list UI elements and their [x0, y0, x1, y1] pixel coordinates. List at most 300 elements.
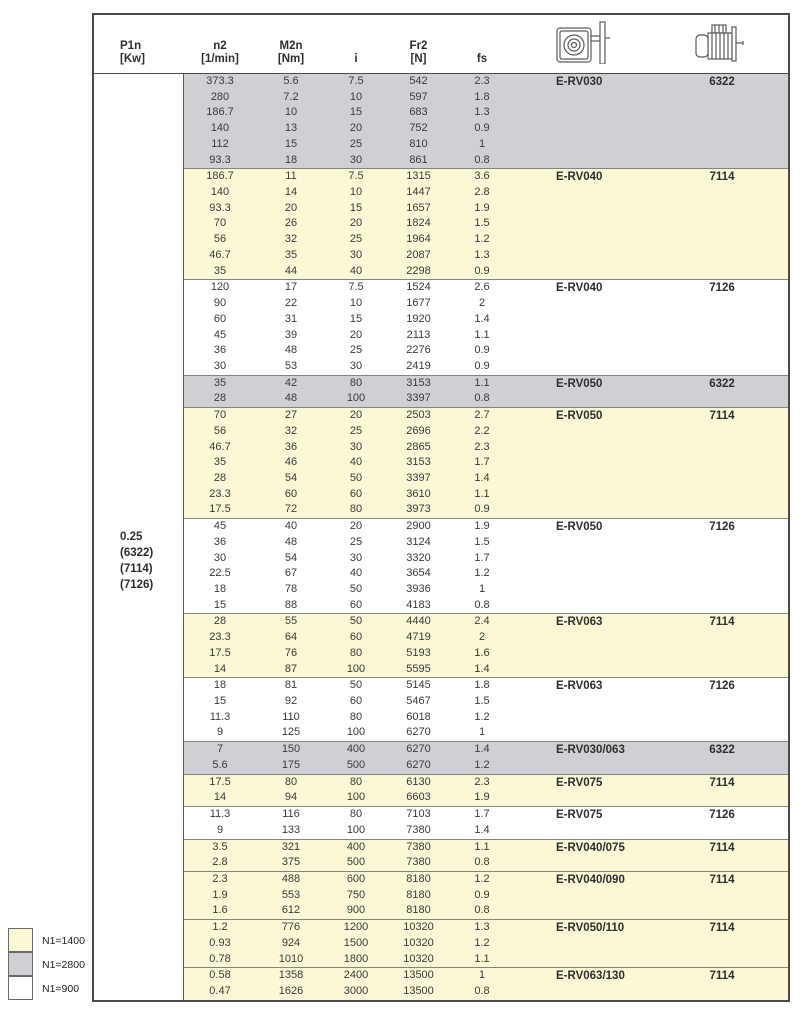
cell-fr2: 7380 — [406, 840, 431, 853]
table-row — [184, 502, 788, 518]
cell-fr2: 3153 — [406, 456, 431, 469]
table-row — [184, 936, 788, 952]
cell-i: 600 — [346, 872, 366, 885]
worm-gearbox-icon — [513, 15, 654, 73]
spec-group — [184, 279, 788, 374]
cell-fr2: 2276 — [406, 344, 431, 357]
cell-fs: 0.9 — [474, 344, 490, 357]
motor-size-label: 7126 — [709, 680, 735, 693]
gearbox-model-label: E-RV040/090 — [556, 873, 625, 886]
cell-fr2: 7380 — [406, 823, 431, 836]
cell-i: 20 — [349, 122, 363, 135]
motor-size-label: 7114 — [709, 873, 735, 886]
cell-m2n: 72 — [284, 503, 298, 516]
cell-fs: 1.6 — [474, 646, 490, 659]
cell-fs: 1.2 — [474, 567, 490, 580]
cell-fs: 1.7 — [474, 808, 490, 821]
cell-fs: 2.2 — [474, 424, 490, 437]
cell-i: 50 — [349, 471, 363, 484]
table-row — [184, 487, 788, 503]
cell-fs: 2.3 — [474, 775, 490, 788]
cell-fr2: 8180 — [406, 904, 431, 917]
table-row — [184, 185, 788, 201]
header-n2: n2 [1/min] — [201, 40, 239, 65]
table-row — [184, 630, 788, 646]
spec-table — [92, 13, 790, 1002]
cell-n2: 30 — [213, 359, 227, 372]
spec-group — [184, 774, 788, 806]
motor-size-label: 7114 — [709, 776, 735, 789]
cell-fr2: 10320 — [403, 952, 434, 965]
cell-fr2: 597 — [409, 90, 428, 103]
cell-fr2: 6603 — [406, 791, 431, 804]
table-row — [184, 566, 788, 582]
cell-i: 80 — [349, 376, 363, 389]
cell-m2n: 375 — [281, 856, 301, 869]
cell-n2: 35 — [213, 456, 227, 469]
cell-i: 30 — [349, 153, 363, 166]
cell-i: 100 — [346, 662, 366, 675]
cell-fr2: 5145 — [406, 679, 431, 692]
cell-fs: 1.5 — [474, 217, 490, 230]
cell-m2n: 15 — [284, 137, 298, 150]
cell-fs: 1 — [478, 726, 486, 739]
cell-fs: 1.2 — [474, 872, 490, 885]
cell-i: 15 — [349, 312, 363, 325]
table-row — [184, 232, 788, 248]
cell-m2n: 7.2 — [283, 90, 299, 103]
cell-m2n: 32 — [284, 233, 298, 246]
cell-fr2: 542 — [409, 75, 428, 87]
cell-m2n: 80 — [284, 775, 298, 788]
cell-fs: 2 — [478, 297, 486, 310]
cell-m2n: 48 — [284, 344, 298, 357]
cell-fr2: 1824 — [406, 217, 431, 230]
cell-m2n: 612 — [281, 904, 301, 917]
cell-fs: 0.8 — [474, 904, 490, 917]
cell-i: 7.5 — [348, 281, 364, 294]
cell-m2n: 26 — [284, 217, 298, 230]
cell-fr2: 4183 — [406, 598, 431, 611]
table-row — [184, 952, 788, 968]
cell-n2: 70 — [213, 217, 227, 230]
cell-fs: 2 — [478, 631, 486, 644]
cell-fs: 1.2 — [474, 758, 490, 771]
table-row — [184, 855, 788, 871]
table-row — [184, 296, 788, 312]
cell-i: 80 — [349, 710, 363, 723]
cell-fs: 1.1 — [474, 952, 490, 965]
gearbox-model-label: E-RV040 — [556, 282, 603, 295]
cell-fs: 0.9 — [474, 122, 490, 135]
gearbox-model-label: E-RV040/075 — [556, 841, 625, 854]
cell-m2n: 36 — [284, 440, 298, 453]
cell-m2n: 92 — [284, 695, 298, 708]
table-row — [184, 694, 788, 710]
cell-n2: 1.2 — [212, 921, 228, 934]
cell-fr2: 1447 — [406, 186, 431, 199]
cell-fs: 0.9 — [474, 359, 490, 372]
cell-n2: 186.7 — [206, 106, 234, 119]
cell-i: 80 — [349, 808, 363, 821]
cell-n2: 15 — [213, 598, 227, 611]
cell-i: 60 — [349, 598, 363, 611]
motor-size-label: 7114 — [709, 410, 735, 423]
legend-swatch-n1-1400 — [8, 928, 33, 952]
spec-group — [184, 74, 788, 168]
table-row — [184, 535, 788, 551]
cell-n2: 36 — [213, 344, 227, 357]
cell-i: 400 — [346, 743, 366, 756]
cell-fs: 0.8 — [474, 153, 490, 166]
spec-group — [184, 967, 788, 999]
cell-m2n: 776 — [281, 921, 301, 934]
cell-n2: 140 — [210, 186, 230, 199]
cell-m2n: 553 — [281, 888, 301, 901]
cell-fr2: 6270 — [406, 743, 431, 756]
cell-i: 20 — [349, 217, 363, 230]
spec-group — [184, 741, 788, 773]
cell-n2: 45 — [213, 520, 227, 533]
cell-fr2: 2298 — [406, 264, 431, 277]
cell-n2: 11.3 — [209, 710, 231, 723]
motor-size-label: 7126 — [709, 809, 735, 822]
cell-fs: 1.1 — [474, 487, 490, 500]
table-row — [184, 424, 788, 440]
legend-swatch-n1-2800 — [8, 952, 33, 976]
table-row — [184, 598, 788, 614]
spec-group — [184, 518, 788, 613]
cell-fs: 0.9 — [474, 503, 490, 516]
p1n-motor-ref: (7114) — [120, 563, 153, 575]
table-groups — [184, 74, 788, 1000]
cell-fs: 1.9 — [474, 791, 490, 804]
cell-i: 10 — [349, 186, 363, 199]
electric-motor-icon — [654, 15, 788, 73]
cell-m2n: 11 — [285, 170, 297, 183]
motor-size-label: 6322 — [709, 76, 735, 88]
cell-fs: 1.7 — [474, 456, 490, 469]
cell-fs: 0.8 — [474, 984, 490, 997]
cell-fs: 1 — [478, 137, 486, 150]
cell-i: 2400 — [343, 969, 369, 982]
cell-m2n: 175 — [281, 758, 301, 771]
cell-fs: 1.7 — [474, 551, 490, 564]
motor-size-label: 7114 — [709, 970, 735, 983]
cell-n2: 35 — [213, 376, 227, 389]
table-row — [184, 137, 788, 153]
cell-fr2: 810 — [409, 137, 428, 150]
motor-size-label: 7114 — [709, 841, 735, 854]
table-header — [94, 15, 788, 74]
cell-fr2: 7103 — [406, 808, 431, 821]
cell-fs: 1.1 — [474, 376, 490, 389]
cell-m2n: 150 — [281, 743, 301, 756]
cell-n2: 45 — [213, 328, 227, 341]
cell-fs: 1 — [478, 969, 486, 982]
cell-n2: 7 — [216, 743, 224, 756]
cell-i: 10 — [349, 90, 363, 103]
cell-n2: 22.5 — [209, 567, 231, 580]
gearbox-model-label: E-RV050/110 — [556, 922, 625, 935]
cell-m2n: 48 — [284, 535, 298, 548]
cell-m2n: 81 — [284, 679, 298, 692]
cell-i: 80 — [349, 646, 363, 659]
cell-fs: 1.3 — [474, 106, 490, 119]
cell-fs: 1.1 — [474, 840, 490, 853]
cell-n2: 186.7 — [206, 170, 234, 183]
cell-n2: 30 — [213, 551, 227, 564]
cell-fr2: 861 — [409, 153, 428, 166]
cell-n2: 46.7 — [209, 440, 231, 453]
cell-i: 25 — [349, 137, 363, 150]
cell-fs: 0.8 — [474, 598, 490, 611]
gearbox-model-label: E-RV050 — [556, 521, 603, 534]
cell-fs: 1.2 — [474, 710, 490, 723]
gearbox-model-label: E-RV075 — [556, 776, 603, 789]
cell-fs: 0.8 — [474, 856, 490, 869]
table-row — [184, 790, 788, 806]
gearbox-model-label: E-RV075 — [556, 809, 603, 822]
cell-n2: 0.58 — [209, 969, 231, 982]
cell-fr2: 1524 — [406, 281, 431, 294]
cell-fs: 1.1 — [474, 328, 490, 341]
cell-fs: 1.9 — [474, 201, 490, 214]
table-row — [184, 662, 788, 678]
cell-fr2: 2113 — [406, 328, 431, 341]
cell-fr2: 1315 — [406, 170, 431, 183]
cell-i: 50 — [349, 615, 363, 628]
table-row — [184, 646, 788, 662]
cell-fr2: 5467 — [406, 695, 431, 708]
cell-fr2: 8180 — [406, 888, 431, 901]
cell-m2n: 60 — [284, 487, 298, 500]
cell-n2: 17.5 — [209, 503, 231, 516]
cell-i: 80 — [349, 775, 363, 788]
cell-fs: 1.9 — [474, 520, 490, 533]
cell-n2: 56 — [213, 233, 227, 246]
cell-n2: 11.3 — [209, 808, 231, 821]
cell-fr2: 2087 — [406, 248, 431, 261]
cell-i: 30 — [349, 551, 363, 564]
cell-m2n: 22 — [284, 297, 298, 310]
cell-i: 1200 — [343, 921, 369, 934]
cell-m2n: 488 — [281, 872, 301, 885]
gearbox-model-label: E-RV063/130 — [556, 970, 625, 983]
p1n-power: 0.25 — [120, 531, 143, 543]
spec-group — [184, 839, 788, 871]
table-row — [184, 153, 788, 169]
gearbox-model-label: E-RV050 — [556, 377, 603, 390]
cell-m2n: 64 — [284, 631, 298, 644]
cell-fr2: 3654 — [406, 567, 431, 580]
cell-fs: 0.8 — [474, 392, 490, 405]
cell-fs: 1.8 — [474, 679, 490, 692]
cell-n2: 14 — [213, 791, 227, 804]
cell-i: 60 — [349, 487, 363, 500]
cell-n2: 28 — [213, 615, 227, 628]
cell-fs: 2.8 — [474, 186, 490, 199]
cell-i: 25 — [349, 535, 363, 548]
motor-size-label: 6322 — [709, 744, 735, 757]
cell-m2n: 48 — [284, 392, 298, 405]
cell-fr2: 1677 — [406, 297, 431, 310]
table-row — [184, 359, 788, 375]
gearbox-model-label: E-RV063 — [556, 616, 603, 629]
cell-fr2: 13500 — [403, 969, 434, 982]
cell-fs: 1.4 — [474, 312, 490, 325]
cell-n2: 18 — [213, 583, 227, 595]
cell-fs: 0.9 — [474, 888, 490, 901]
cell-m2n: 78 — [284, 583, 298, 595]
cell-n2: 93.3 — [209, 153, 231, 166]
cell-fs: 1.3 — [474, 921, 490, 934]
cell-fr2: 13500 — [403, 984, 434, 997]
legend-label: N1=900 — [42, 983, 80, 995]
cell-fr2: 683 — [409, 106, 428, 119]
cell-n2: 35 — [213, 264, 227, 277]
gearbox-model-label: E-RV040 — [556, 171, 603, 184]
spec-group — [184, 407, 788, 518]
cell-n2: 373.3 — [206, 75, 234, 87]
cell-fr2: 10320 — [403, 921, 434, 934]
gearbox-model-label: E-RV030 — [556, 76, 603, 88]
spec-group — [184, 168, 788, 279]
cell-fs: 2.3 — [474, 75, 490, 87]
cell-n2: 140 — [210, 122, 230, 135]
cell-fs: 2.6 — [474, 281, 490, 294]
motor-size-label: 7114 — [709, 171, 735, 184]
cell-fr2: 3936 — [406, 583, 431, 595]
cell-m2n: 1010 — [278, 952, 304, 965]
cell-n2: 2.3 — [212, 872, 228, 885]
gearbox-model-label: E-RV063 — [556, 680, 603, 693]
cell-n2: 56 — [213, 424, 227, 437]
cell-m2n: 54 — [284, 471, 298, 484]
cell-i: 100 — [346, 823, 366, 836]
cell-fr2: 3610 — [406, 487, 431, 500]
table-row — [184, 758, 788, 774]
cell-m2n: 39 — [284, 328, 298, 341]
table-row — [184, 551, 788, 567]
cell-fs: 1.4 — [474, 471, 490, 484]
cell-n2: 112 — [211, 137, 229, 150]
cell-fr2: 1964 — [406, 233, 431, 246]
cell-i: 20 — [349, 328, 363, 341]
cell-n2: 70 — [213, 409, 227, 422]
cell-n2: 28 — [213, 471, 227, 484]
table-row — [184, 725, 788, 741]
cell-m2n: 14 — [284, 186, 298, 199]
cell-fs: 2.3 — [474, 440, 490, 453]
cell-i: 80 — [349, 503, 363, 516]
cell-m2n: 116 — [282, 808, 300, 821]
cell-m2n: 13 — [284, 122, 298, 135]
cell-n2: 60 — [213, 312, 227, 325]
cell-n2: 0.47 — [209, 984, 231, 997]
cell-fr2: 5595 — [406, 662, 431, 675]
cell-i: 25 — [349, 424, 363, 437]
cell-n2: 28 — [213, 392, 227, 405]
p1n-cell — [94, 74, 184, 1000]
cell-i: 3000 — [343, 984, 369, 997]
cell-m2n: 88 — [284, 598, 298, 611]
cell-fr2: 4719 — [406, 631, 431, 644]
table-row — [184, 105, 788, 121]
cell-m2n: 87 — [284, 662, 298, 675]
cell-m2n: 924 — [281, 936, 301, 949]
table-row — [184, 888, 788, 904]
cell-m2n: 1626 — [278, 984, 304, 997]
cell-i: 60 — [349, 631, 363, 644]
table-row — [184, 264, 788, 280]
cell-m2n: 27 — [284, 409, 298, 422]
legend-label: N1=1400 — [42, 935, 85, 947]
table-row — [184, 440, 788, 456]
table-row — [184, 312, 788, 328]
cell-i: 1800 — [343, 952, 369, 965]
cell-fr2: 10320 — [403, 936, 434, 949]
cell-n2: 90 — [213, 297, 227, 310]
cell-fr2: 2865 — [406, 440, 431, 453]
cell-fs: 1.4 — [474, 662, 490, 675]
cell-i: 25 — [349, 344, 363, 357]
table-row — [184, 328, 788, 344]
legend-swatch-n1-900 — [8, 976, 33, 1000]
cell-fr2: 1920 — [406, 312, 431, 325]
cell-fr2: 8180 — [406, 872, 431, 885]
cell-i: 1500 — [343, 936, 369, 949]
cell-n2: 0.93 — [209, 936, 231, 949]
cell-m2n: 1358 — [278, 969, 304, 982]
cell-i: 15 — [349, 106, 363, 119]
cell-m2n: 125 — [281, 726, 301, 739]
cell-m2n: 321 — [281, 840, 301, 853]
table-body — [94, 74, 788, 1000]
table-row — [184, 391, 788, 407]
table-row — [184, 343, 788, 359]
table-row — [184, 455, 788, 471]
cell-fs: 0.9 — [474, 264, 490, 277]
cell-i: 7.5 — [348, 170, 364, 183]
spec-group — [184, 677, 788, 741]
table-row — [184, 471, 788, 487]
cell-fr2: 3320 — [406, 551, 431, 564]
cell-n2: 18 — [213, 679, 227, 692]
table-row — [184, 984, 788, 1000]
cell-i: 10 — [349, 297, 363, 310]
cell-i: 750 — [346, 888, 366, 901]
cell-i: 900 — [346, 904, 366, 917]
cell-i: 40 — [349, 264, 363, 277]
cell-i: 400 — [346, 840, 366, 853]
cell-m2n: 40 — [284, 520, 298, 533]
gearbox-model-label: E-RV050 — [556, 410, 603, 423]
spec-group — [184, 871, 788, 919]
cell-n2: 17.5 — [209, 775, 231, 788]
header-m2n: M2n [Nm] — [277, 40, 305, 65]
cell-i: 100 — [346, 791, 366, 804]
cell-i: 25 — [349, 233, 363, 246]
cell-m2n: 110 — [282, 710, 300, 723]
cell-m2n: 31 — [284, 312, 298, 325]
cell-fr2: 6270 — [406, 758, 431, 771]
cell-n2: 5.6 — [212, 758, 228, 771]
cell-i: 500 — [346, 758, 366, 771]
table-row — [184, 710, 788, 726]
legend-label: N1=2800 — [42, 959, 85, 971]
cell-i: 20 — [349, 409, 363, 422]
